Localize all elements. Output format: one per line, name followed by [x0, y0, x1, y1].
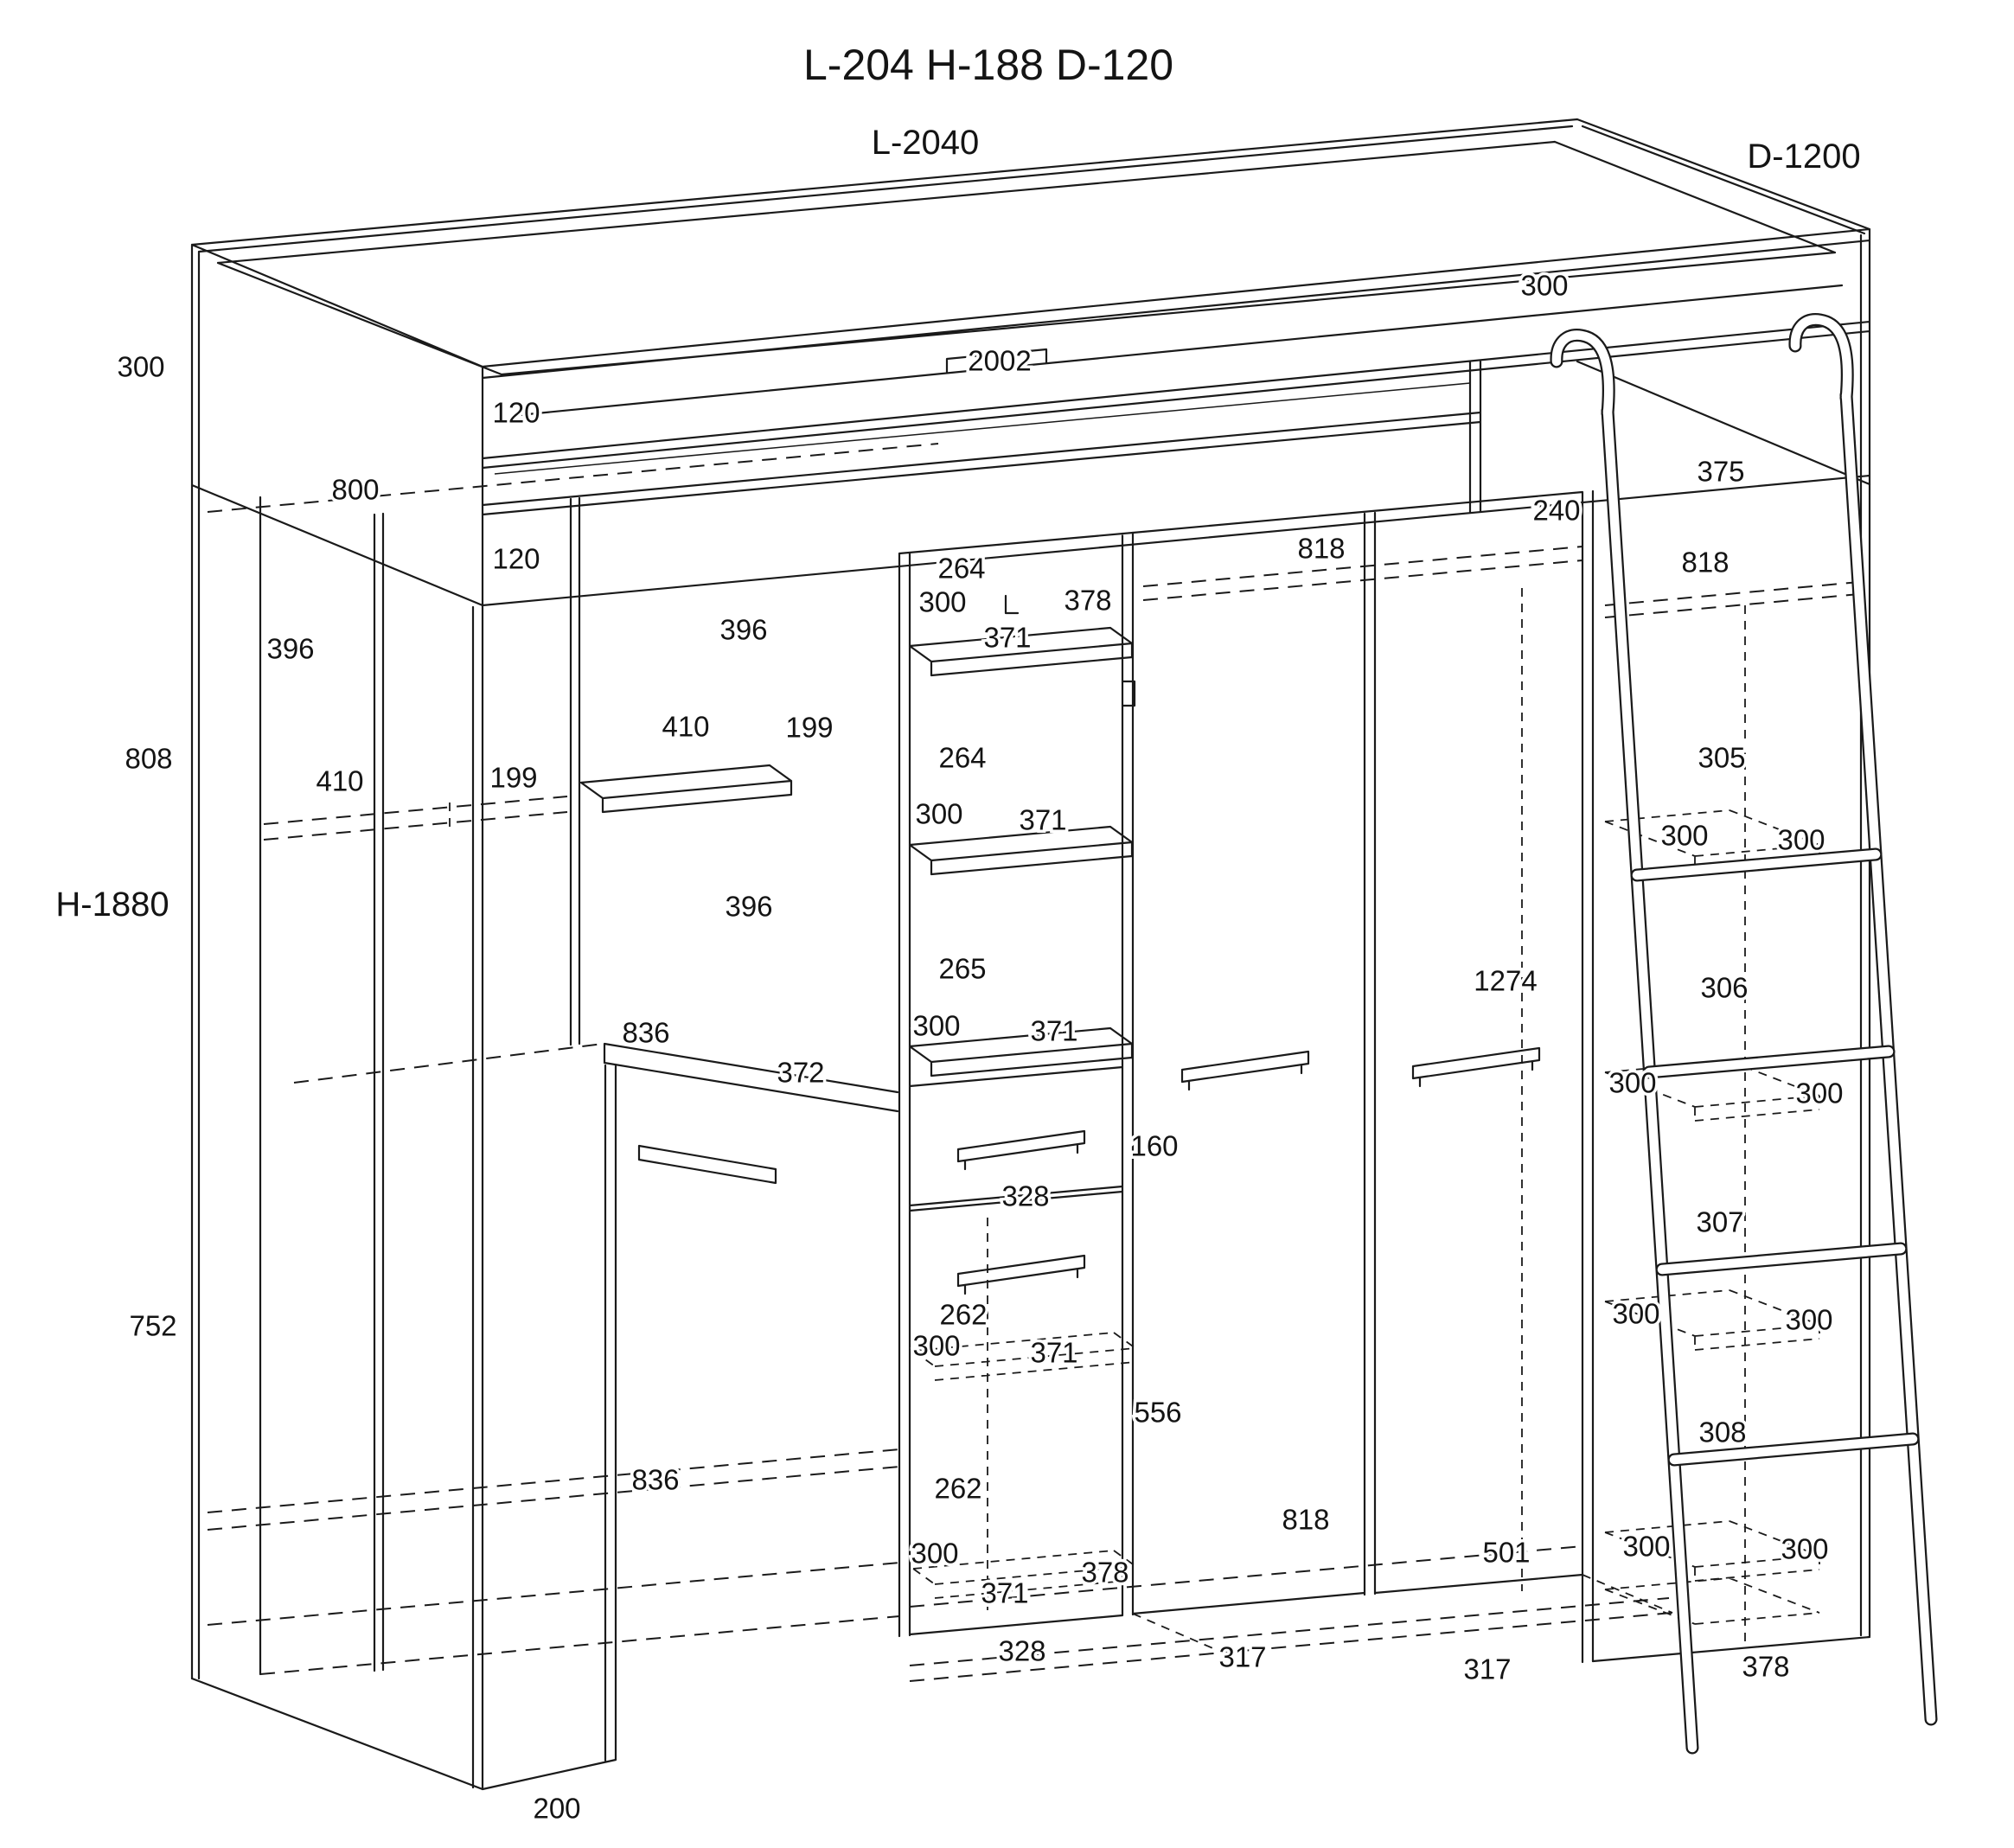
dimension-label: 752 [129, 1309, 177, 1342]
dimension-label: 262 [934, 1472, 982, 1505]
dimension-label: 371 [1030, 1336, 1078, 1369]
dimension-label: 305 [1698, 741, 1746, 774]
dimension-label: 300 [1608, 1066, 1657, 1099]
dimension-label: 396 [719, 613, 768, 646]
dimension-label: 308 [1698, 1416, 1747, 1448]
dimension-label: 836 [622, 1016, 670, 1049]
dimension-label: 818 [1282, 1503, 1330, 1536]
dimension-label: 300 [1622, 1530, 1671, 1563]
dimension-label: 307 [1696, 1205, 1744, 1238]
depth-label: D-1200 [1747, 137, 1861, 176]
dimension-label: 372 [777, 1056, 825, 1089]
dimension-label: 199 [489, 761, 538, 794]
dimension-label: 317 [1218, 1640, 1267, 1673]
dimension-label: 410 [662, 710, 710, 743]
dimension-label: 300 [117, 350, 165, 383]
dimension-label: 818 [1681, 546, 1729, 579]
dimension-label: 371 [981, 1576, 1029, 1609]
dimension-label: 300 [1660, 819, 1709, 852]
dimension-label: 300 [1777, 823, 1825, 856]
dimension-label: 264 [937, 552, 986, 585]
dimension-label: 200 [533, 1792, 581, 1825]
dimension-label: 378 [1742, 1650, 1790, 1683]
dimension-label: 300 [1795, 1077, 1844, 1109]
dimension-label: 300 [1781, 1532, 1829, 1565]
dimension-label: 265 [938, 952, 987, 985]
dimension-label: 264 [938, 741, 987, 774]
dimension-label: 818 [1297, 532, 1346, 565]
dimension-label: 306 [1700, 971, 1749, 1004]
dimension-label: 396 [266, 632, 315, 665]
dimension-label: 556 [1134, 1396, 1182, 1429]
dimension-label: 800 [331, 473, 380, 506]
dimension-label: 120 [492, 542, 540, 575]
dimension-label: 2002 [968, 344, 1032, 377]
dimension-label: 240 [1532, 494, 1581, 527]
dimension-label: 808 [125, 742, 173, 775]
dimension-label: 378 [1081, 1556, 1129, 1589]
drawing-title: L-204 H-188 D-120 [802, 41, 1174, 89]
dimension-label: 300 [912, 1329, 961, 1362]
dimension-label: 300 [1520, 269, 1569, 302]
dimension-label: 378 [1064, 584, 1112, 617]
dimension-label: 317 [1463, 1653, 1512, 1685]
dimension-label: 120 [492, 396, 540, 429]
dimension-label: 371 [1019, 803, 1067, 836]
dimension-label: 1274 [1474, 964, 1538, 997]
dimension-label: 375 [1697, 455, 1745, 488]
dimension-label: 262 [939, 1298, 988, 1331]
dimension-label: 328 [1001, 1180, 1050, 1212]
dimension-label: 300 [1612, 1297, 1660, 1330]
dimension-label: 300 [1785, 1303, 1833, 1336]
dimension-label: 410 [316, 764, 364, 797]
dimension-label: 371 [983, 621, 1032, 654]
dimension-label: 836 [631, 1463, 680, 1496]
dimension-label: 371 [1030, 1014, 1078, 1047]
height-label: H-1880 [55, 886, 169, 924]
dimension-label: 300 [915, 797, 963, 830]
dimension-label: 396 [725, 890, 773, 923]
dimension-label: 160 [1130, 1129, 1179, 1162]
dimension-label: 300 [918, 585, 967, 618]
dimension-label: 199 [785, 711, 834, 744]
dimension-label: 300 [912, 1009, 961, 1042]
dimension-label: 501 [1482, 1536, 1531, 1569]
length-label: L-2040 [871, 124, 980, 162]
dimension-label: 328 [998, 1634, 1046, 1667]
dimension-label: 300 [911, 1537, 959, 1570]
